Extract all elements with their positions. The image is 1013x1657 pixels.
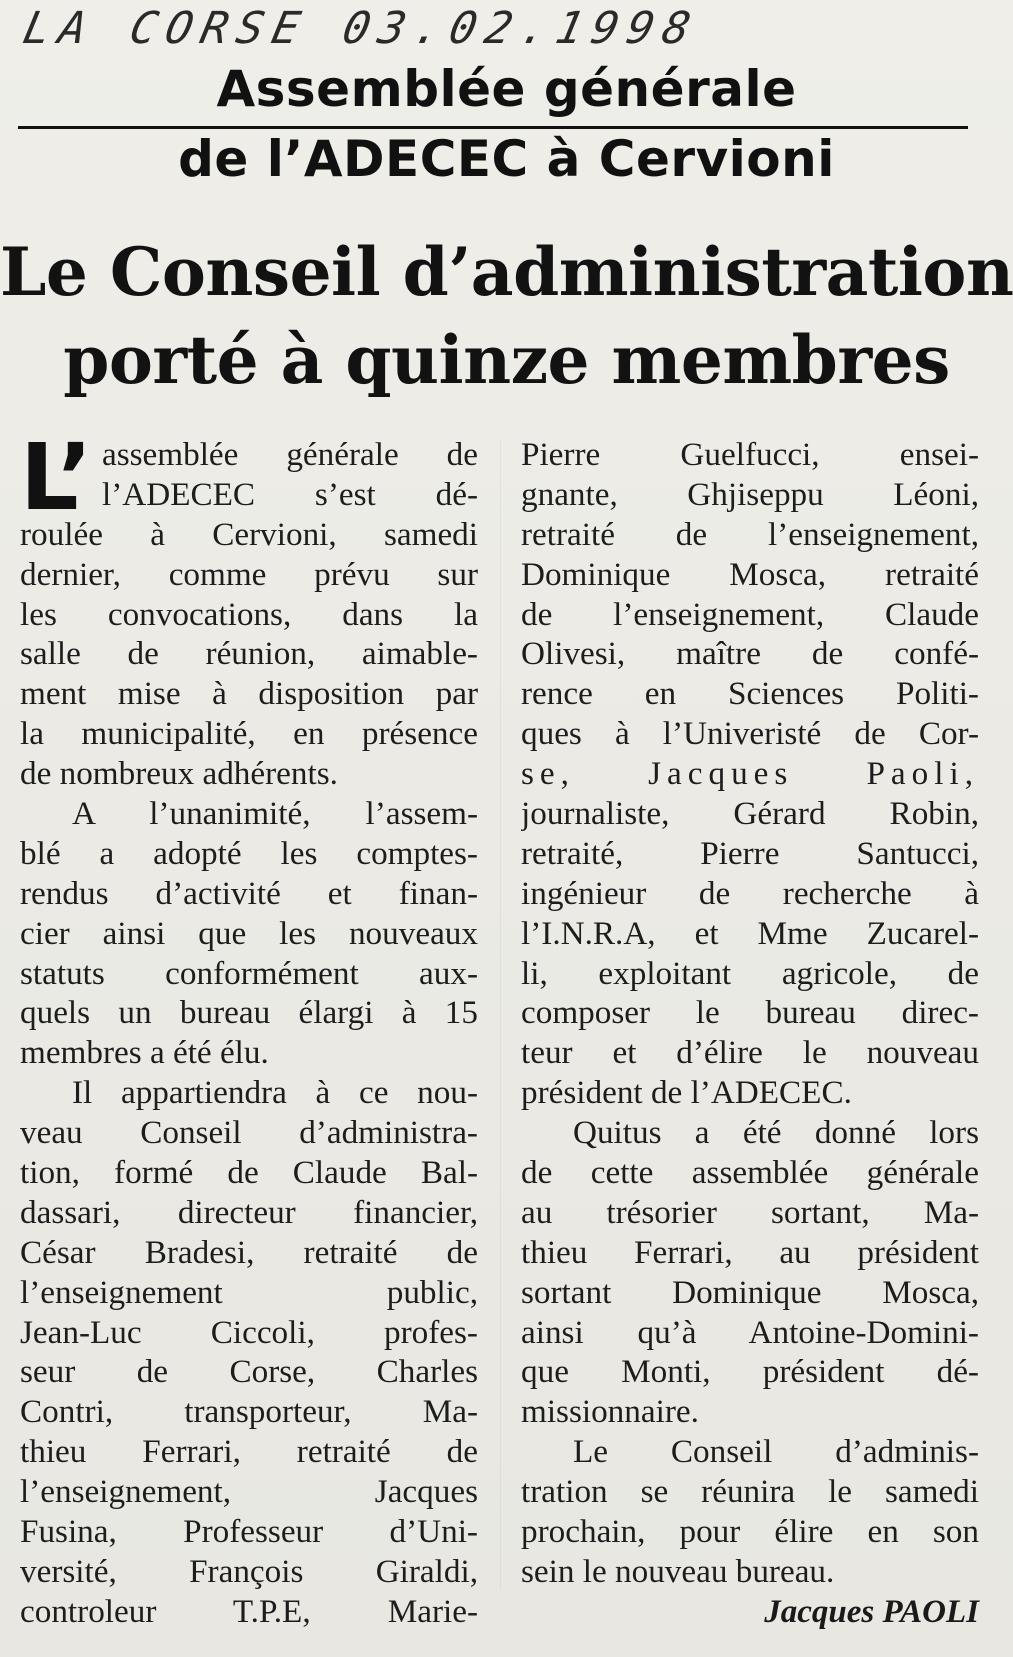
text-line: sein le nouveau bureau. (521, 1552, 835, 1590)
text-line: de cette assemblée générale (521, 1154, 979, 1192)
text-line: sortant Dominique Mosca, (521, 1273, 979, 1311)
text-line: les convocations, dans la (20, 595, 478, 633)
text-line: statuts conformément aux- (20, 954, 478, 992)
text-line: rendus d’activité et finan- (20, 874, 478, 912)
article-column-left (20, 424, 478, 1632)
text-line: prochain, pour élire en son (521, 1513, 979, 1551)
text-line: Dominique Mosca, retraité (521, 555, 979, 593)
text-line: tion, formé de Claude Bal- (20, 1154, 478, 1192)
text-line: Quitus a été donné lors (573, 1114, 979, 1152)
text-line: se, Jacques Paoli, (521, 755, 979, 793)
text-line: l’enseignement public, (20, 1273, 478, 1311)
text-line: roulée à Cervioni, samedi (20, 515, 478, 553)
text-line: Olivesi, maître de confé- (521, 635, 979, 673)
kicker-line-2: de l’ADECEC à Cervioni (178, 130, 835, 188)
text-line: au trésorier sortant, Ma- (521, 1193, 979, 1231)
text-line: l’enseignement, Jacques (20, 1473, 478, 1511)
text-line: li, exploitant agricole, de (521, 954, 979, 992)
text-line: gnante, Ghjiseppu Léoni, (521, 475, 979, 513)
text-line: président de l’ADECEC. (521, 1074, 852, 1112)
text-line: quels un bureau élargi à 15 (20, 994, 478, 1032)
text-line: assemblée générale de (102, 436, 478, 473)
text-line: Le Conseil d’adminis- (573, 1433, 979, 1471)
text-line: thieu Ferrari, au président (521, 1233, 979, 1271)
text-line: Pierre Guelfucci, ensei- (521, 436, 979, 473)
text-line: la municipalité, en présence (20, 715, 478, 753)
text-line: A l’unanimité, l’assem- (72, 795, 478, 833)
text-line: missionnaire. (521, 1393, 699, 1431)
text-line: salle de réunion, aimable- (20, 635, 478, 673)
text-line: tration se réunira le samedi (521, 1473, 979, 1511)
text-line: cier ainsi que les nouveaux (20, 914, 478, 952)
text-line: Fusina, Professeur d’Uni- (20, 1513, 478, 1551)
text-line: que Monti, président dé- (521, 1353, 979, 1391)
text-line: ques à l’Univeristé de Cor- (521, 715, 979, 753)
text-line: l’I.N.R.A, et Mme Zucarel- (521, 914, 979, 952)
kicker-rule (18, 126, 968, 129)
article-column-right (521, 435, 979, 1592)
headline-line-1: Le Conseil d’administration (0, 233, 1013, 311)
author-byline: Jacques PAOLI (764, 1594, 979, 1630)
text-line: rence en Sciences Politi- (521, 675, 979, 713)
text-line: teur et d’élire le nouveau (521, 1034, 979, 1072)
text-line: thieu Ferrari, retraité de (20, 1433, 478, 1471)
text-line: veau Conseil d’administra- (20, 1114, 478, 1152)
text-line: l’ADECEC s’est dé- (102, 475, 478, 513)
text-line: ingénieur de recherche à (521, 874, 979, 912)
text-line: Jean-Luc Ciccoli, profes- (20, 1313, 478, 1351)
text-line: membres a été élu. (20, 1034, 269, 1072)
text-line: dernier, comme prévu sur (20, 555, 478, 593)
text-line: retraité, Pierre Santucci, (521, 834, 979, 872)
text-line: seur de Corse, Charles (20, 1353, 478, 1391)
text-line: ment mise à disposition par (20, 675, 478, 713)
text-line: blé a adopté les comptes- (20, 834, 478, 872)
text-line: journaliste, Gérard Robin, (521, 795, 979, 833)
text-line: Il appartiendra à ce nou- (72, 1074, 478, 1112)
kicker-line-1: Assemblée générale (216, 60, 797, 118)
text-line: controleur T.P.E, Marie- (20, 1592, 478, 1630)
text-line: de l’enseignement, Claude (521, 595, 979, 633)
column-gutter (500, 440, 501, 1590)
text-line: César Bradesi, retraité de (20, 1233, 478, 1271)
drop-cap: L’ (20, 424, 93, 531)
handwritten-date-note: LA CORSE 03.02.1998 (18, 3, 704, 54)
text-line: versité, François Giraldi, (20, 1552, 478, 1590)
text-line: dassari, directeur financier, (20, 1193, 478, 1231)
text-line: Contri, transporteur, Ma- (20, 1393, 478, 1431)
text-line: ainsi qu’à Antoine-Domini- (521, 1313, 979, 1351)
text-line: composer le bureau direc- (521, 994, 979, 1032)
text-line: retraité de l’enseignement, (521, 515, 979, 553)
text-line: de nombreux adhérents. (20, 755, 338, 793)
headline-line-2: porté à quinze membres (63, 321, 950, 399)
